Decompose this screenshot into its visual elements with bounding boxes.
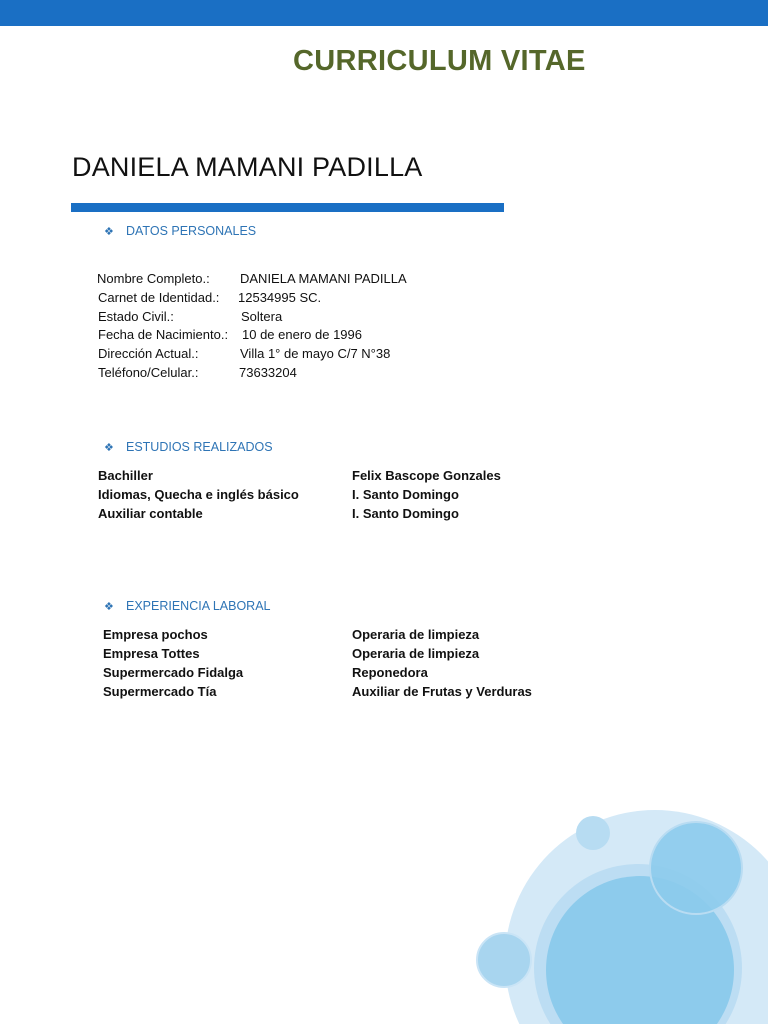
experience-role: Auxiliar de Frutas y Verduras (352, 684, 532, 699)
four-diamond-bullet-icon: ❖ (104, 441, 114, 454)
four-diamond-bullet-icon: ❖ (104, 225, 114, 238)
experience-role: Reponedora (352, 665, 428, 680)
personal-label: Teléfono/Celular.: (98, 364, 199, 380)
experience-company: Empresa Tottes (103, 646, 200, 661)
study-institution: I. Santo Domingo (352, 506, 459, 521)
experience-company: Empresa pochos (103, 627, 208, 642)
personal-label: Carnet de Identidad.: (98, 289, 220, 305)
experience-role: Operaria de limpieza (352, 627, 480, 642)
section-heading-label: ESTUDIOS REALIZADOS (126, 440, 273, 454)
bubble-small-top (576, 816, 610, 850)
experience-company: Supermercado Tía (103, 684, 217, 699)
study-institution: Felix Bascope Gonzales (352, 468, 501, 483)
personal-label: Dirección Actual.: (98, 346, 199, 362)
personal-value: 10 de enero de 1996 (242, 327, 362, 343)
section-heading-studies (104, 440, 273, 454)
personal-value: Villa 1° de mayo C/7 N°38 (240, 346, 391, 362)
document-title: CURRICULUM VITAE (293, 45, 586, 77)
experience-role: Operaria de limpieza (352, 646, 480, 661)
section-heading-label: DATOS PERSONALES (126, 224, 257, 238)
personal-label: Estado Civil.: (98, 308, 174, 324)
personal-value: DANIELA MAMANI PADILLA (240, 271, 407, 286)
name-underline-bar (71, 203, 504, 212)
personal-value: Soltera (241, 308, 283, 324)
bubble-circles-decoration (470, 810, 768, 1024)
study-degree: Bachiller (98, 468, 153, 483)
personal-label: Nombre Completo.: (97, 271, 210, 286)
four-diamond-bullet-icon: ❖ (104, 600, 114, 613)
section-heading-label: EXPERIENCIA LABORAL (126, 599, 271, 613)
personal-label: Fecha de Nacimiento.: (98, 327, 229, 343)
candidate-name: DANIELA MAMANI PADILLA (72, 152, 423, 182)
study-degree: Idiomas, Quecha e inglés básico (98, 487, 299, 502)
section-heading-experience (104, 599, 271, 613)
top-accent-bar (0, 0, 768, 26)
personal-value: 12534995 SC. (238, 289, 322, 305)
study-degree: Auxiliar contable (98, 506, 203, 521)
experience-company: Supermercado Fidalga (103, 665, 244, 680)
study-institution: I. Santo Domingo (352, 487, 459, 502)
personal-value: 73633204 (239, 364, 297, 380)
section-heading-personal (104, 224, 256, 238)
